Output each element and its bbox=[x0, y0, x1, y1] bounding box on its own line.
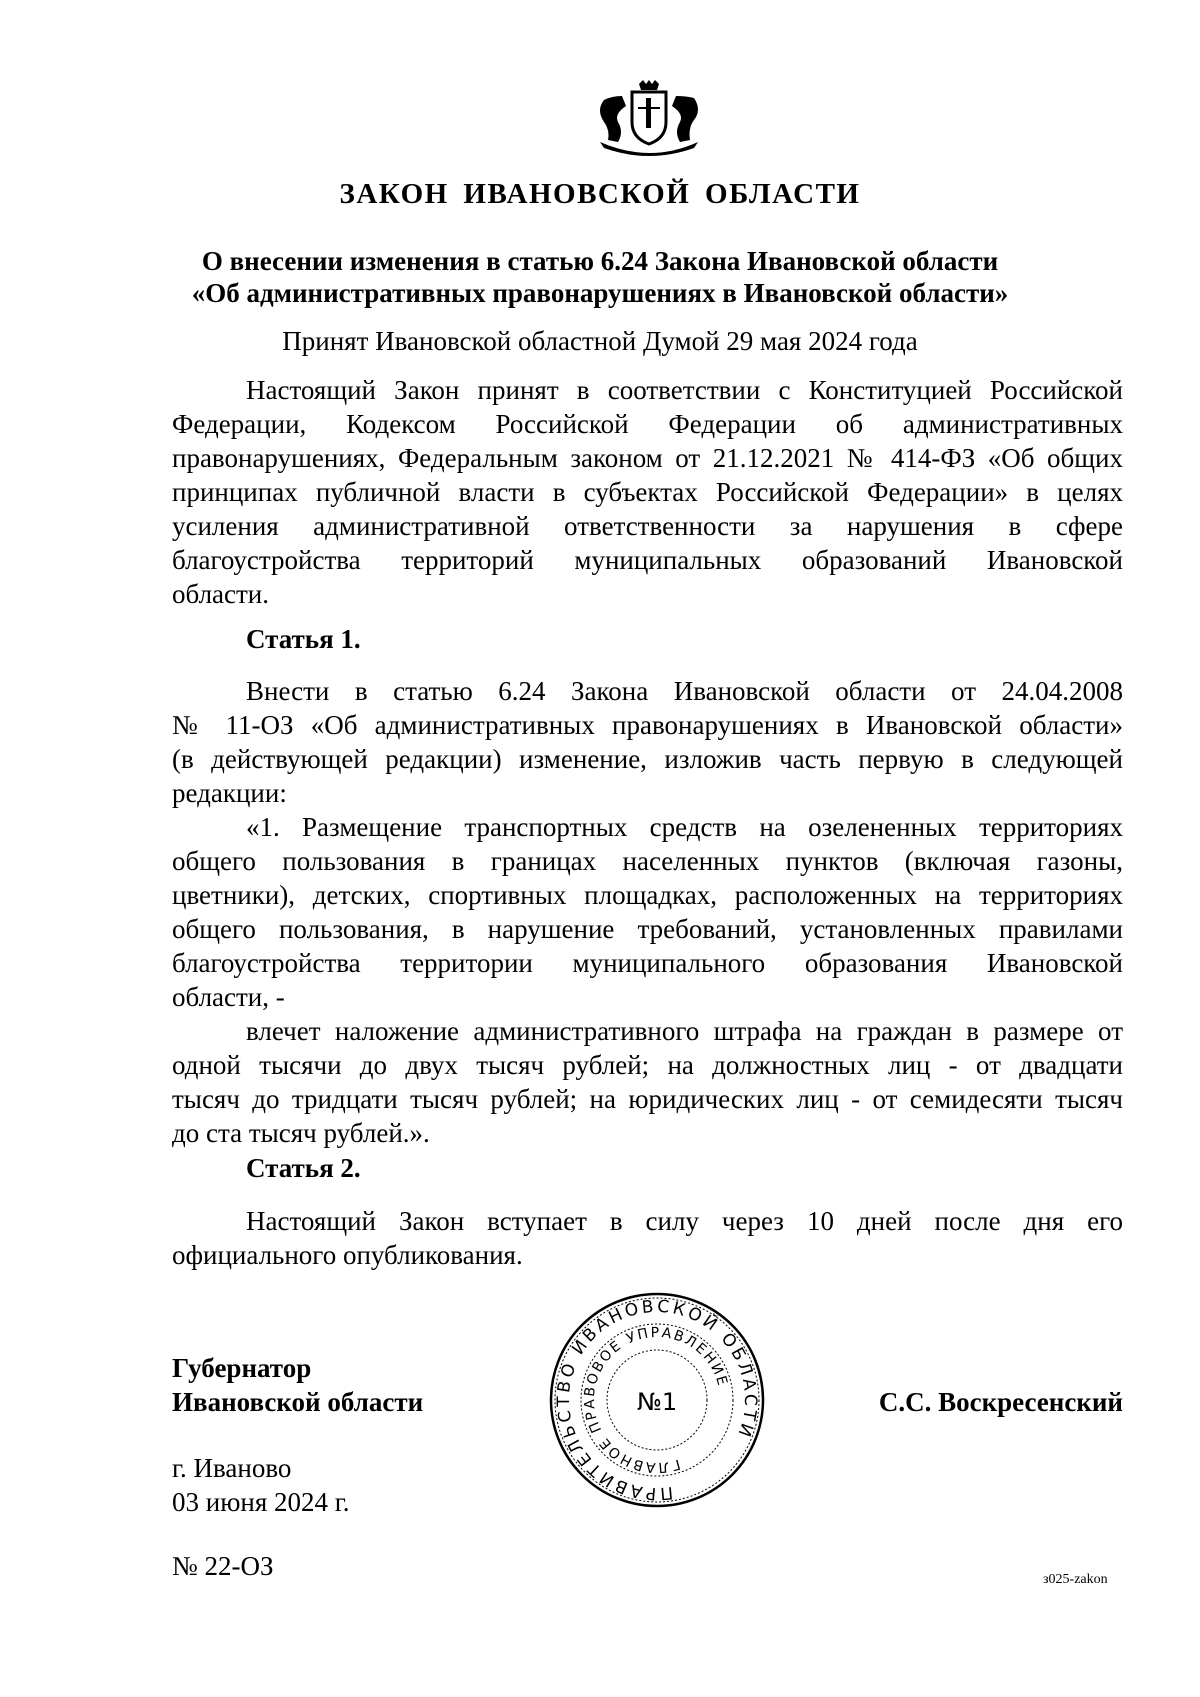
text-line: № 11-ОЗ «Об административных правонарушениях в Ивановской области» bbox=[172, 710, 1123, 740]
text-line: цветники), детских, спортивных площадках, расположенных на территориях bbox=[172, 880, 1123, 910]
official-stamp bbox=[547, 1290, 767, 1510]
coat-of-arms-icon bbox=[594, 80, 704, 156]
svg-text:ПРАВИТЕЛЬСТВО ИВАНОВСКОЙ ОБЛАС: ПРАВИТЕЛЬСТВО ИВАНОВСКОЙ ОБЛАСТИ bbox=[553, 1296, 761, 1504]
adoption-note: Принят Ивановской областной Думой 29 мая 2024 года bbox=[282, 326, 918, 356]
signing-date: 03 июня 2024 г. bbox=[172, 1487, 350, 1517]
text-line: одной тысячи до двух тысяч рублей; на должностных лиц - от двадцати bbox=[172, 1050, 1123, 1080]
text-line: влечет наложение административного штрафа на граждан в размере от bbox=[246, 1016, 1123, 1046]
svg-text:№1: №1 bbox=[636, 1388, 678, 1416]
article-1-heading: Статья 1. bbox=[246, 624, 361, 654]
text-line: области. bbox=[172, 579, 270, 609]
document-code: з025-zakon bbox=[1043, 1572, 1108, 1587]
signatory-name: С.С. Воскресенский bbox=[878, 1387, 1123, 1417]
law-subtitle-line-2: «Об административных правонарушениях в Ивановской области» bbox=[191, 278, 1009, 308]
text-line: благоустройства территории муниципального образования Ивановской bbox=[172, 948, 1123, 978]
text-line: усиления административной ответственности за нарушения в сфере bbox=[172, 511, 1123, 541]
coat-of-arms-emblem bbox=[594, 80, 704, 156]
place-of-signing: г. Иваново bbox=[172, 1453, 292, 1483]
text-line: правонарушениях, Федеральным законом от 21.12.2021 № 414-ФЗ «Об общих bbox=[172, 443, 1123, 473]
svg-text:ГЛАВНОЕ ПРАВОВОЕ УПРАВЛЕНИЕ: ГЛАВНОЕ ПРАВОВОЕ УПРАВЛЕНИЕ bbox=[581, 1324, 731, 1476]
article-2-heading: Статья 2. bbox=[246, 1153, 361, 1183]
signatory-position bbox=[172, 1351, 423, 1419]
text-line: благоустройства территорий муниципальных образований Ивановской bbox=[172, 545, 1123, 575]
law-subtitle-line-1: О внесении изменения в статью 6.24 Закона Ивановской области bbox=[201, 246, 999, 276]
document-title: ЗАКОН ИВАНОВСКОЙ ОБЛАСТИ bbox=[339, 178, 861, 210]
text-line: тысяч до тридцати тысяч рублей; на юридических лиц - от семидесяти тысяч bbox=[172, 1084, 1123, 1114]
text-line: Федерации, Кодексом Российской Федерации об административных bbox=[172, 409, 1123, 439]
preamble bbox=[172, 373, 1123, 611]
text-line: Настоящий Закон вступает в силу через 10 дней после дня его bbox=[246, 1206, 1123, 1236]
text-line: до ста тысяч рублей.». bbox=[172, 1118, 430, 1148]
text-line: «1. Размещение транспортных средств на озелененных территориях bbox=[246, 812, 1123, 842]
text-line: редакции: bbox=[172, 778, 287, 808]
law-number: № 22-ОЗ bbox=[172, 1551, 274, 1581]
stamp-seal-icon bbox=[547, 1290, 767, 1510]
article-1-body bbox=[172, 674, 1123, 1150]
text-line: общего пользования в границах населенных пунктов (включая газоны, bbox=[172, 846, 1123, 876]
position-line-2: Ивановской области bbox=[172, 1387, 424, 1417]
text-line: Внести в статью 6.24 Закона Ивановской области от 24.04.2008 bbox=[246, 676, 1123, 706]
text-line: области, - bbox=[172, 982, 285, 1012]
text-line: Настоящий Закон принят в соответствии с Конституцией Российской bbox=[246, 375, 1123, 405]
position-line-1: Губернатор bbox=[172, 1353, 312, 1383]
text-line: общего пользования, в нарушение требований, установленных правилами bbox=[172, 914, 1123, 944]
article-2-body bbox=[172, 1204, 1123, 1272]
text-line: официального опубликования. bbox=[172, 1240, 523, 1270]
text-line: принципах публичной власти в субъектах Российской Федерации» в целях bbox=[172, 477, 1123, 507]
text-line: (в действующей редакции) изменение, изложив часть первую в следующей bbox=[172, 744, 1123, 774]
